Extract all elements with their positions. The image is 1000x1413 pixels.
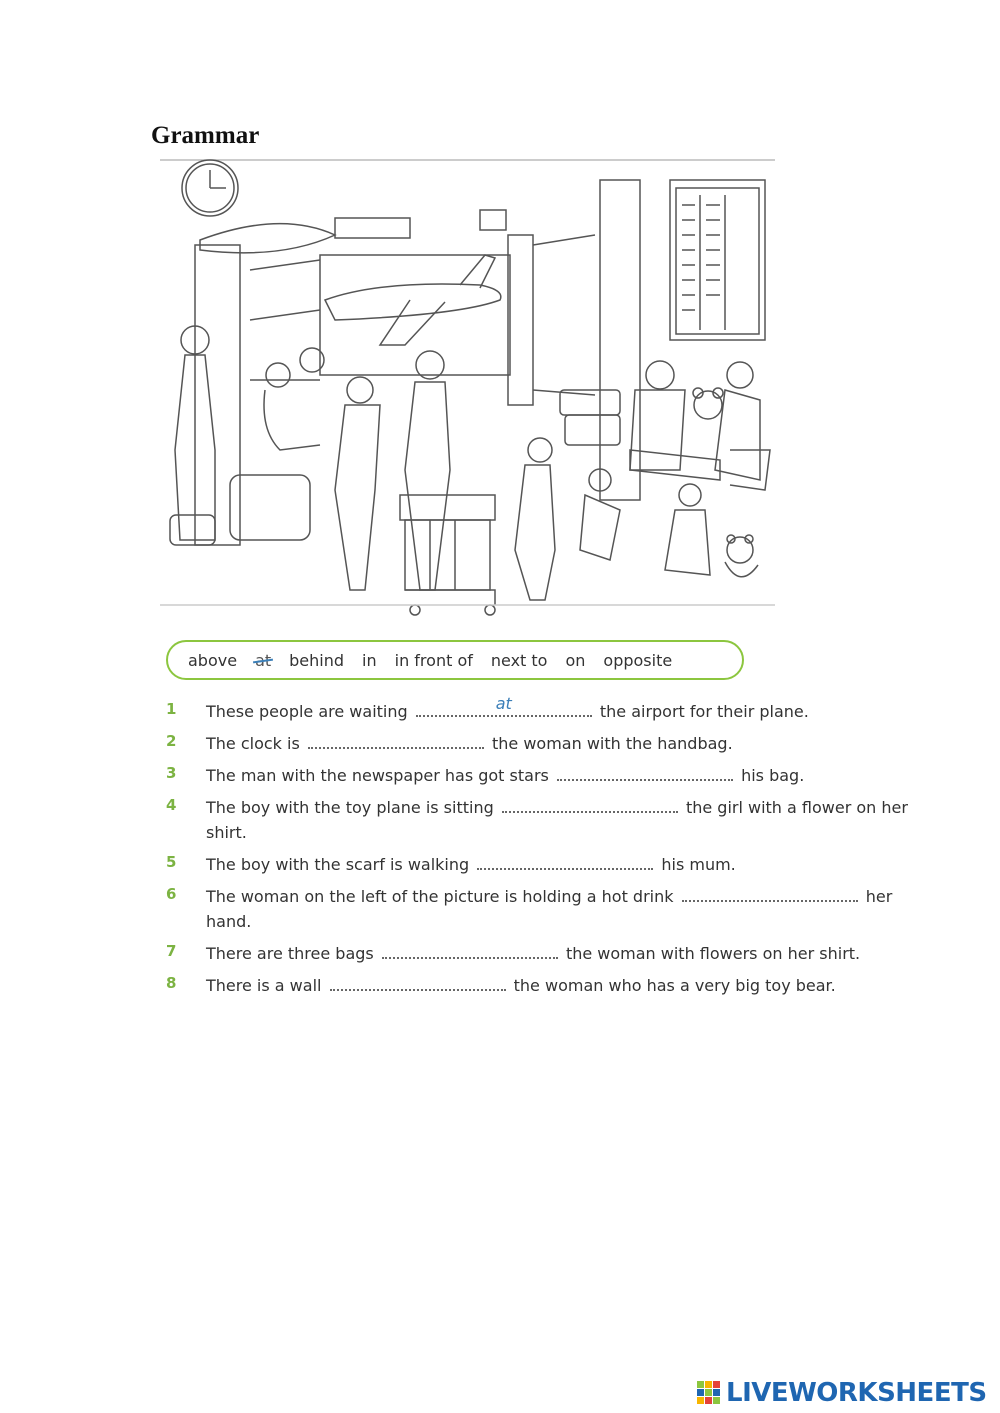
example-answer: at — [495, 694, 512, 713]
sentence-start: The clock is — [206, 734, 300, 753]
sentence-start: The man with the newspaper has got stars — [206, 766, 549, 785]
sentence-end: the woman who has a very big toy bear. — [513, 976, 836, 995]
liveworksheets-logo-icon — [696, 1379, 722, 1407]
exercise-number: 3 — [166, 764, 177, 782]
answer-blank[interactable] — [416, 694, 592, 717]
word-option: behind — [289, 650, 345, 670]
answer-blank[interactable] — [308, 729, 484, 749]
page-title: Grammar — [151, 122, 260, 149]
word-option: on — [565, 650, 586, 670]
exercise-item — [166, 761, 926, 788]
airport-scene-illustration — [160, 150, 775, 620]
exercise-item — [166, 793, 926, 845]
sentence-end: the girl with a flower on her shirt. — [206, 798, 908, 842]
answer-blank[interactable] — [557, 761, 733, 781]
answer-blank[interactable] — [382, 939, 558, 959]
exercise-item — [166, 939, 926, 966]
exercise-item — [166, 971, 926, 998]
word-option: next to — [490, 650, 548, 670]
exercise-number: 8 — [166, 974, 177, 992]
answer-blank[interactable] — [502, 793, 678, 813]
sentence-start: The woman on the left of the picture is holding a hot drink — [206, 887, 674, 906]
sentence-end: his mum. — [661, 855, 736, 874]
sentence-end: the woman with the handbag. — [492, 734, 733, 753]
sentence-end: the airport for their plane. — [599, 702, 809, 721]
answer-blank[interactable] — [682, 882, 858, 902]
exercise-item — [166, 729, 926, 756]
sentence-start: The boy with the scarf is walking — [206, 855, 470, 874]
sentence-end: his bag. — [741, 766, 805, 785]
sentence-start: There is a wall — [206, 976, 322, 995]
answer-blank[interactable] — [477, 850, 653, 870]
word-option-crossed-out: at — [255, 650, 272, 670]
exercise-number: 1 — [166, 700, 177, 718]
sentence-start: These people are waiting — [206, 702, 408, 721]
exercise-list — [166, 694, 926, 1003]
sentence-end: the woman with flowers on her shirt. — [565, 944, 861, 963]
liveworksheets-logo[interactable] — [696, 1378, 987, 1408]
exercise-item — [166, 882, 926, 934]
exercise-number: 6 — [166, 885, 177, 903]
sentence-start: There are three bags — [206, 944, 374, 963]
exercise-number: 2 — [166, 732, 177, 750]
exercise-number: 5 — [166, 853, 177, 871]
word-option: in — [362, 650, 377, 670]
exercise-number: 7 — [166, 942, 177, 960]
word-option: in front of — [394, 650, 473, 670]
word-box — [166, 640, 744, 680]
brand-name: LIVEWORKSHEETS — [726, 1378, 987, 1408]
word-option: above — [188, 650, 238, 670]
answer-blank[interactable] — [330, 971, 506, 991]
word-option: opposite — [603, 650, 673, 670]
sentence-end: her hand. — [206, 887, 893, 931]
exercise-item — [166, 850, 926, 877]
exercise-item — [166, 694, 926, 724]
exercise-number: 4 — [166, 796, 177, 814]
sentence-start: The boy with the toy plane is sitting — [206, 798, 494, 817]
